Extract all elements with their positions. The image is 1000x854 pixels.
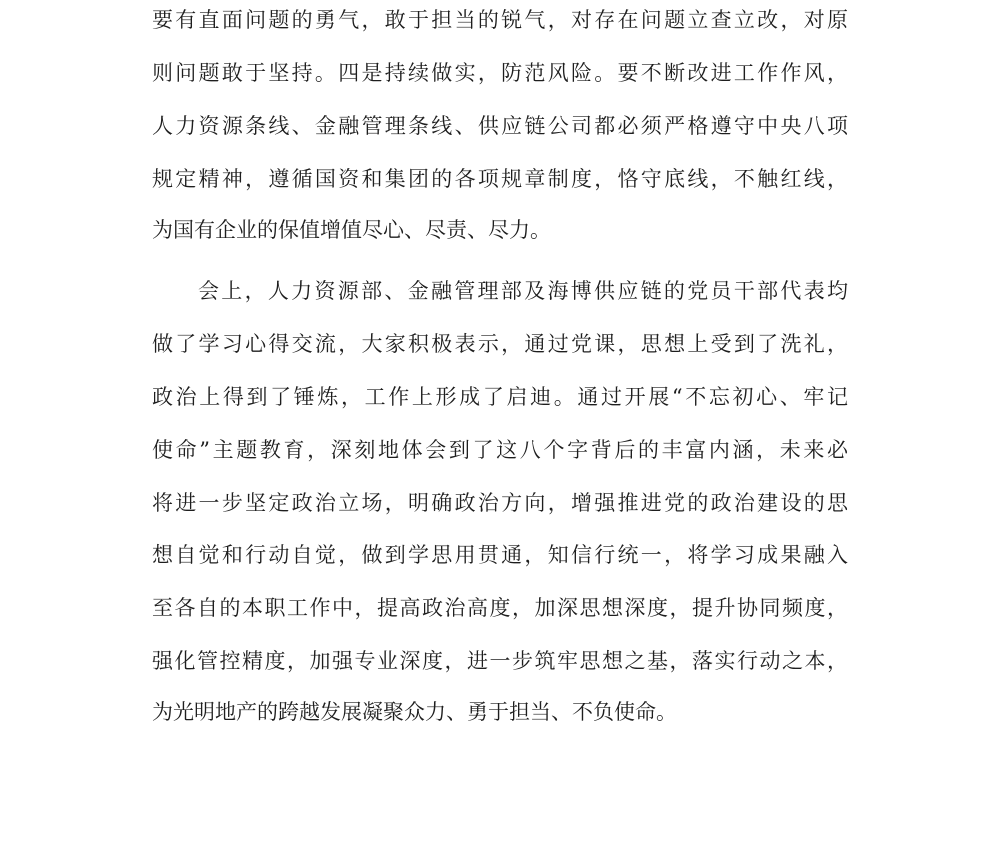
paragraph-1-line: 则问题敢于坚持。四是持续做实，防范风险。要不断改进工作作风， [152, 61, 848, 85]
paragraph-2-line: 会上，人力资源部、金融管理部及海博供应链的党员干部代表均 [198, 279, 848, 303]
paragraph-1-line: 规定精神，遵循国资和集团的各项规章制度，恪守底线，不触红线， [152, 167, 848, 191]
paragraph-2-line: 至各自的本职工作中，提高政治高度，加深思想深度，提升协同频度， [152, 596, 848, 620]
paragraph-1-line: 人力资源条线、金融管理条线、供应链公司都必须严格遵守中央八项 [152, 114, 848, 138]
paragraph-2-line: 政治上得到了锤炼，工作上形成了启迪。通过开展“不忘初心、牢记 [152, 385, 848, 409]
paragraph-1-line: 要有直面问题的勇气，敢于担当的锐气，对存在问题立查立改，对原 [152, 8, 848, 32]
paragraph-2-line: 使命”主题教育，深刻地体会到了这八个字背后的丰富内涵，未来必 [152, 438, 848, 462]
paragraph-2-line: 为光明地产的跨越发展凝聚众力、勇于担当、不负使命。 [152, 700, 677, 724]
paragraph-2-line: 做了学习心得交流，大家积极表示，通过党课，思想上受到了洗礼， [152, 332, 848, 356]
paragraph-1-line: 为国有企业的保值增值尽心、尽责、尽力。 [152, 218, 551, 242]
paragraph-2-line: 强化管控精度，加强专业深度，进一步筑牢思想之基，落实行动之本， [152, 649, 848, 673]
paragraph-2-line: 想自觉和行动自觉，做到学思用贯通，知信行统一，将学习成果融入 [152, 543, 848, 567]
paragraph-2-line: 将进一步坚定政治立场，明确政治方向，增强推进党的政治建设的思 [152, 491, 848, 515]
